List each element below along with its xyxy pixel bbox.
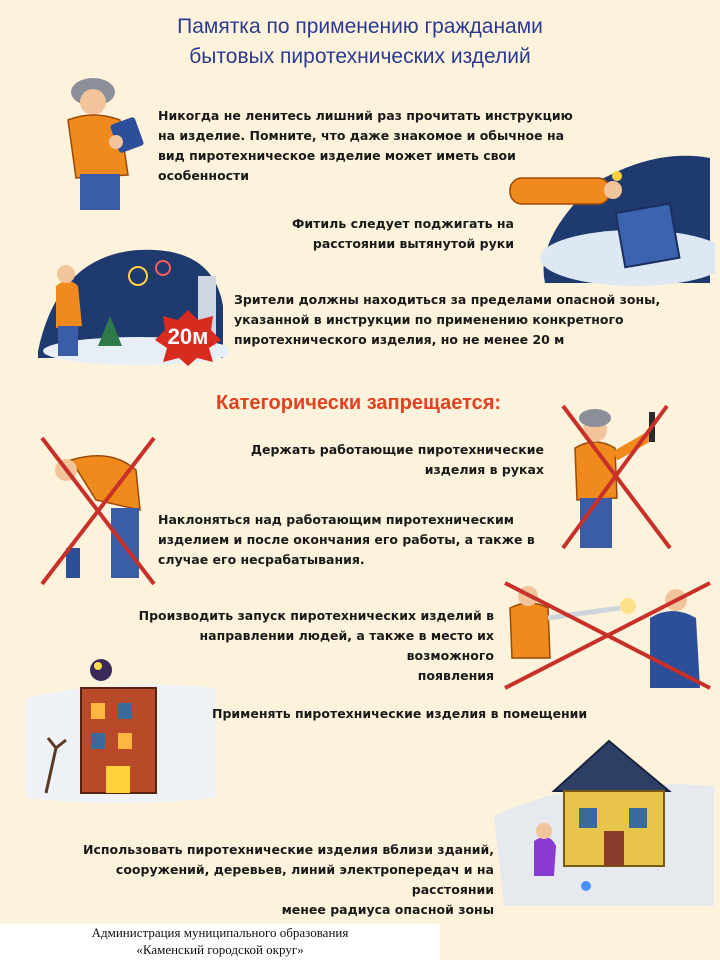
prohibition-line: менее радиуса опасной зоны <box>281 902 494 917</box>
tip-read-instructions-line: Никогда не ленитесь лишний раз прочитать инструкцию <box>158 108 573 123</box>
tip-spectators-line: пиротехнического изделия, но не менее 20 м <box>234 332 565 347</box>
holding-firework-crossed-illustration <box>555 398 675 558</box>
danger-zone-badge-icon <box>153 308 223 368</box>
page-title-line-2: бытовых пиротехнических изделий <box>189 45 531 68</box>
prohibition-line: Наклоняться над работающим пиротехническим <box>158 512 514 527</box>
aiming-at-people-crossed-illustration <box>500 578 715 693</box>
footer-administration <box>0 924 440 960</box>
tip-fuse <box>280 214 514 254</box>
burning-building-illustration <box>26 648 216 808</box>
prohibition-line: изделием и после окончания его работы, а также в <box>158 532 535 547</box>
tip-spectators-line: Зрители должны находиться за пределами опасной зоны, <box>234 292 661 307</box>
tip-spectators-line: указанной в инструкции по применению конкретного <box>234 312 624 327</box>
prohibition-line: направлении людей, а также в место их возможного <box>199 628 494 663</box>
prohibited-heading: Категорически запрещается: <box>216 392 502 414</box>
prohibition-near-buildings <box>40 840 494 920</box>
footer-line-2: «Каменский городской округ» <box>136 942 304 957</box>
tip-read-instructions-line: на изделие. Помните, что даже знакомое и обычное на <box>158 128 565 143</box>
prohibition-line: появления <box>417 668 494 683</box>
prohibition-line: изделия в руках <box>424 462 544 477</box>
prohibition-line: сооружений, деревьев, линий электропередач и на расстоянии <box>115 862 494 897</box>
page-title-line-1: Памятка по применению гражданами <box>177 15 543 38</box>
prohibition-lean-over <box>158 510 535 570</box>
tip-spectators <box>234 290 660 350</box>
house-near-fireworks-illustration <box>494 736 714 911</box>
prohibition-line: Использовать пиротехнические изделия вблизи зданий, <box>82 842 494 857</box>
footer-line-1: Администрация муниципального образования <box>91 925 349 940</box>
tip-fuse-line: расстоянии вытянутой руки <box>312 236 514 251</box>
tip-read-instructions-line: особенности <box>158 168 250 183</box>
badge-20m-label: 20м <box>167 324 209 349</box>
tip-read-instructions-line: вид пиротехническое изделие может иметь свои <box>158 148 516 163</box>
prohibition-line: Производить запуск пиротехнических изделий в <box>138 608 494 623</box>
prohibition-line: Применять пиротехнические изделия в помещении <box>212 706 588 721</box>
leaning-over-firework-crossed-illustration <box>36 430 161 590</box>
prohibition-indoors <box>212 704 587 724</box>
tip-fuse-line: Фитиль следует поджигать на <box>292 216 514 231</box>
lighting-fuse-illustration <box>505 148 715 288</box>
prohibition-hold-in-hands <box>240 440 544 480</box>
man-reading-instructions-illustration <box>58 70 158 215</box>
prohibition-line: Держать работающие пиротехнические <box>250 442 544 457</box>
prohibition-line: случае его несрабатывания. <box>158 552 365 567</box>
